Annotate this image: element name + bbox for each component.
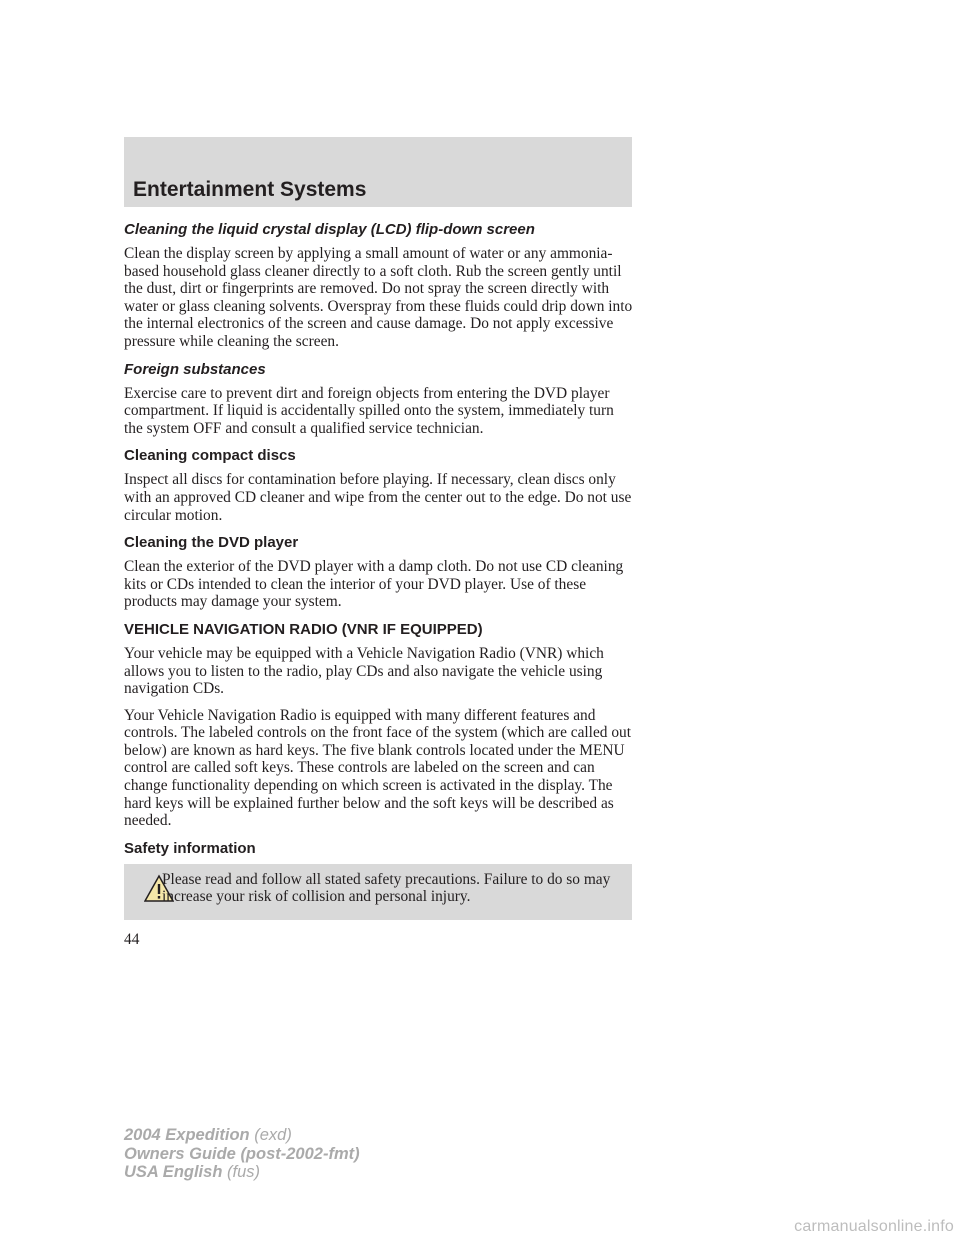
- paragraph-vnr-2: Your Vehicle Navigation Radio is equipped with many different features and controls. The labeled controls on the front face of the system (which are called out below) are known as hard keys. The five blank controls located under the MENU control are called soft keys. These controls are labeled on the screen and can change functionality depending on which screen is activated in the display. The hard keys will be explained further below and the soft keys will be described as needed.: [124, 706, 632, 830]
- watermark: carmanualsonline.info: [794, 1218, 954, 1235]
- section-heading-foreign: Foreign substances: [124, 360, 266, 378]
- section-heading-discs: Cleaning compact discs: [124, 447, 296, 465]
- paragraph-vnr-1: Your vehicle may be equipped with a Vehicle Navigation Radio (VNR) which allows you to listen to the radio, play CDs and also navigate the vehicle using navigation CDs.: [124, 644, 604, 698]
- page-number: 44: [124, 931, 140, 948]
- section-heading-safety: Safety information: [124, 839, 256, 857]
- section-heading-vnr: VEHICLE NAVIGATION RADIO (VNR IF EQUIPPED): [124, 620, 483, 638]
- paragraph-foreign: Exercise care to prevent dirt and foreign objects from entering the DVD player compartment. If liquid is accidentally spilled onto the system, immediately turn the system OFF and consult a qualified service technician.: [124, 384, 614, 437]
- section-heading-dvd-player: Cleaning the DVD player: [124, 534, 299, 552]
- footer-guide: Owners Guide (post-2002-fmt): [124, 1144, 360, 1163]
- footer-language: USA English: [124, 1163, 223, 1181]
- paragraph-discs: Inspect all discs for contamination before playing. If necessary, clean discs only with an approved CD cleaner and wipe from the center out to the edge. Do not use circular motion.: [124, 471, 632, 524]
- footer-model-code: (exd): [254, 1126, 292, 1144]
- footer-model: 2004 Expedition: [124, 1126, 250, 1144]
- main-content: [124, 220, 636, 920]
- footer: [124, 1126, 360, 1182]
- page-title: Entertainment Systems: [133, 178, 367, 201]
- paragraph-lcd: Clean the display screen by applying a small amount of water or any ammonia-based household glass cleaner directly to a soft cloth. Rub the screen gently until the dust, dirt or fingerprints are removed. Do not spray the screen directly with water or glass cleaning solvents. Overspray from these fluids could drip down into the internal electronics of the screen and cause damage. Do not apply excessive pressure while cleaning the screen.: [124, 245, 633, 350]
- section-heading-lcd: Cleaning the liquid crystal display (LCD) flip-down screen: [124, 221, 535, 238]
- warning-text: Please read and follow all stated safety precautions. Failure to do so may increase your risk of collision and personal injury.: [162, 870, 611, 906]
- warning-box: [124, 864, 632, 920]
- footer-language-code: (fus): [227, 1163, 260, 1181]
- paragraph-dvd-player: Clean the exterior of the DVD player with a damp cloth. Do not use CD cleaning kits or CDs intended to clean the interior of your DVD player. Use of these products may damage your system.: [124, 558, 624, 611]
